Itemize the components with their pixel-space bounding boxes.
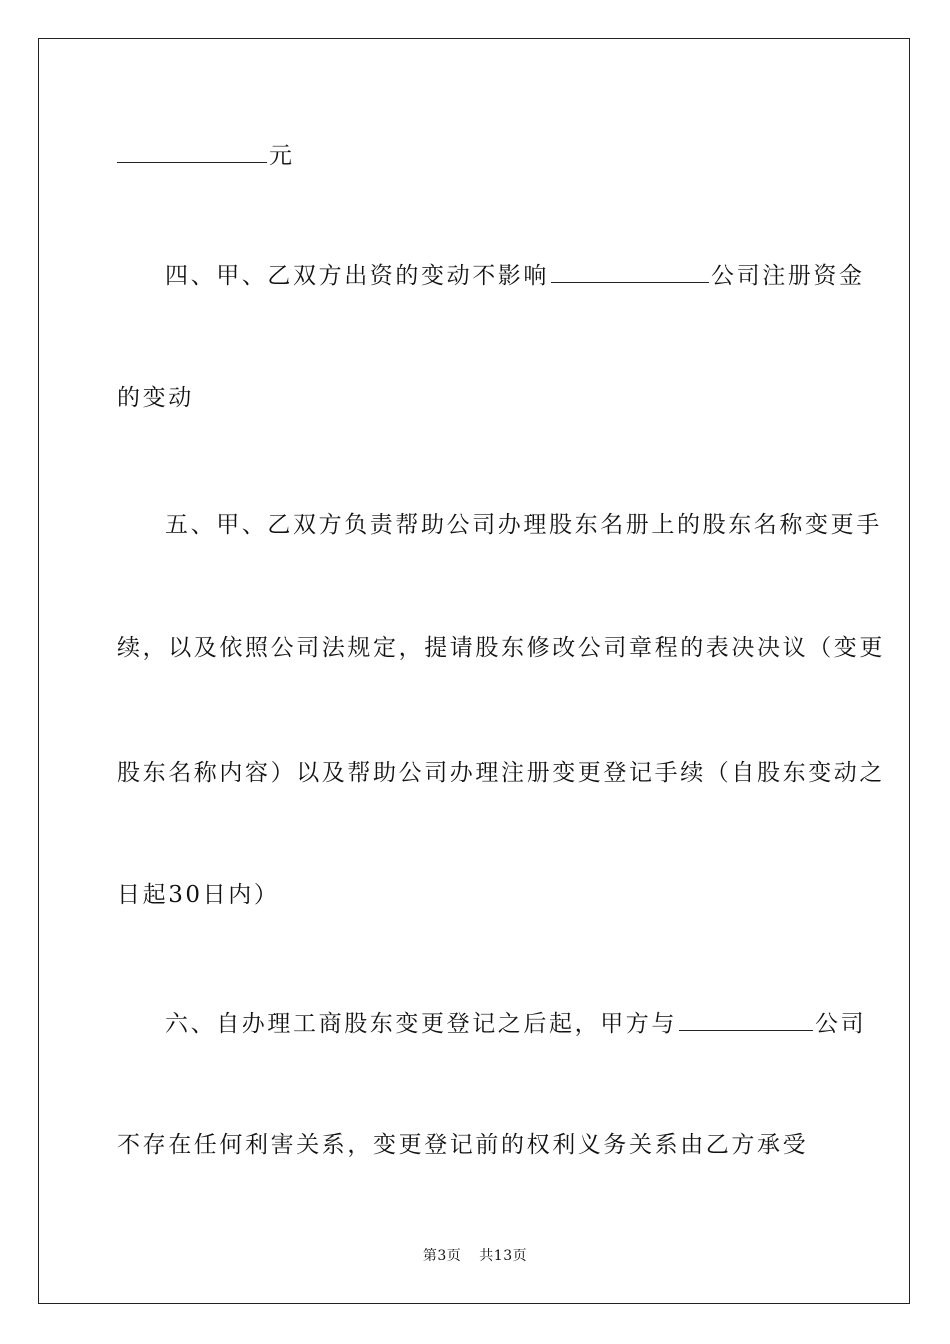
clause-five-line-4: 日起30日内） [117,882,280,908]
clause-six-line-1 [165,1008,867,1039]
clause-five-line-2: 续，以及依照公司法规定，提请股东修改公司章程的表决决议（变更 [117,635,885,661]
clause-four-text-b: 公司注册资金 [711,263,865,289]
clause-six-text-b: 公司 [815,1011,867,1037]
clause-six-text-a: 六、自办理工商股东变更登记之后起，甲方与 [165,1011,677,1037]
company-name-blank-2[interactable] [679,1008,813,1031]
amount-unit: 元 [269,143,295,169]
clause-four-text-a: 四、甲、乙双方出资的变动不影响 [165,263,549,289]
clause-five-line-3: 股东名称内容）以及帮助公司办理注册变更登记手续（自股东变动之 [117,760,885,786]
company-name-blank-1[interactable] [551,260,709,283]
amount-blank[interactable] [117,140,267,163]
amount-line [117,140,833,171]
page-footer [0,1246,950,1266]
page-number-current: 第3页 [422,1248,462,1264]
clause-five-line-1: 五、甲、乙双方负责帮助公司办理股东名册上的股东名称变更手 [165,512,882,538]
page-number-total: 共13页 [479,1248,528,1264]
page-border [38,38,910,1304]
clause-six-line-2: 不存在任何利害关系，变更登记前的权利义务关系由乙方承受 [117,1132,809,1158]
clause-four-line-1 [165,260,865,291]
clause-four-line-2: 的变动 [117,385,194,411]
